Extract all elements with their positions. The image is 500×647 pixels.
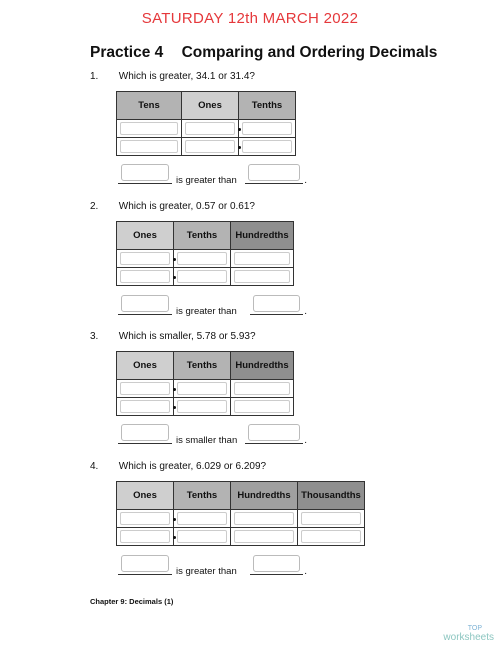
column-header: Ones bbox=[117, 352, 174, 380]
question-text: Which is greater, 34.1 or 31.4? bbox=[118, 71, 255, 82]
place-value-table-4 bbox=[116, 481, 365, 546]
page-title bbox=[90, 44, 437, 62]
digit-cell[interactable] bbox=[117, 250, 174, 268]
digit-cell[interactable] bbox=[174, 528, 231, 546]
column-header: Hundredths bbox=[231, 482, 298, 510]
column-header: Tenths bbox=[174, 352, 231, 380]
digit-cell[interactable] bbox=[117, 398, 174, 416]
question-number: 3. bbox=[90, 331, 99, 342]
column-header: Ones bbox=[117, 222, 174, 250]
answer-phrase: is greater than bbox=[176, 175, 237, 186]
answer-phrase: is greater than bbox=[176, 566, 237, 577]
brand-name: worksheets bbox=[443, 632, 494, 643]
digit-cell[interactable] bbox=[117, 528, 174, 546]
answer-blank[interactable]: . bbox=[245, 426, 303, 444]
question-number: 4. bbox=[90, 461, 99, 472]
digit-cell[interactable] bbox=[231, 268, 294, 286]
place-value-table-3 bbox=[116, 351, 294, 416]
place-value-table-2 bbox=[116, 221, 294, 286]
digit-cell[interactable] bbox=[231, 250, 294, 268]
question-1 bbox=[90, 71, 255, 82]
chapter-footer: Chapter 9: Decimals (1) bbox=[90, 597, 174, 606]
answer-blank[interactable] bbox=[118, 297, 172, 315]
digit-cell[interactable] bbox=[231, 528, 298, 546]
column-header: Ones bbox=[182, 92, 239, 120]
digit-cell[interactable] bbox=[117, 138, 182, 156]
digit-cell[interactable] bbox=[117, 380, 174, 398]
answer-blank[interactable] bbox=[118, 426, 172, 444]
digit-cell[interactable] bbox=[174, 510, 231, 528]
column-header: Hundredths bbox=[231, 352, 294, 380]
digit-cell[interactable] bbox=[231, 398, 294, 416]
answer-phrase: is greater than bbox=[176, 306, 237, 317]
brand-top: TOP bbox=[467, 625, 482, 632]
digit-cell[interactable] bbox=[239, 120, 296, 138]
digit-cell[interactable] bbox=[298, 528, 365, 546]
digit-cell[interactable] bbox=[298, 510, 365, 528]
digit-cell[interactable] bbox=[231, 510, 298, 528]
digit-cell[interactable] bbox=[182, 138, 239, 156]
practice-number: Practice 4 bbox=[90, 44, 164, 61]
column-header: Tenths bbox=[174, 222, 231, 250]
column-header: Tenths bbox=[174, 482, 231, 510]
brand-logo bbox=[443, 624, 494, 642]
answer-blank[interactable]: . bbox=[245, 166, 303, 184]
digit-cell[interactable] bbox=[117, 510, 174, 528]
digit-cell[interactable] bbox=[174, 268, 231, 286]
column-header: Thousandths bbox=[298, 482, 365, 510]
digit-cell[interactable] bbox=[174, 398, 231, 416]
answer-blank[interactable] bbox=[118, 166, 172, 184]
digit-cell[interactable] bbox=[239, 138, 296, 156]
answer-blank[interactable] bbox=[118, 557, 172, 575]
digit-cell[interactable] bbox=[117, 120, 182, 138]
column-header: Hundredths bbox=[231, 222, 294, 250]
question-text: Which is greater, 6.029 or 6.209? bbox=[118, 461, 267, 472]
column-header: Tens bbox=[117, 92, 182, 120]
answer-phrase: is smaller than bbox=[176, 435, 238, 446]
column-header: Tenths bbox=[239, 92, 296, 120]
question-2 bbox=[90, 201, 255, 212]
place-value-table-1 bbox=[116, 91, 296, 156]
question-text: Which is greater, 0.57 or 0.61? bbox=[118, 201, 255, 212]
question-text: Which is smaller, 5.78 or 5.93? bbox=[118, 331, 256, 342]
digit-cell[interactable] bbox=[174, 380, 231, 398]
digit-cell[interactable] bbox=[182, 120, 239, 138]
digit-cell[interactable] bbox=[117, 268, 174, 286]
question-4 bbox=[90, 461, 266, 472]
column-header: Ones bbox=[117, 482, 174, 510]
question-number: 2. bbox=[90, 201, 99, 212]
question-number: 1. bbox=[90, 71, 99, 82]
date-heading: SATURDAY 12th MARCH 2022 bbox=[141, 10, 359, 27]
digit-cell[interactable] bbox=[231, 380, 294, 398]
practice-title: Comparing and Ordering Decimals bbox=[181, 44, 438, 61]
question-3 bbox=[90, 331, 256, 342]
digit-cell[interactable] bbox=[174, 250, 231, 268]
answer-blank[interactable]: . bbox=[250, 557, 303, 575]
answer-blank[interactable]: . bbox=[250, 297, 303, 315]
